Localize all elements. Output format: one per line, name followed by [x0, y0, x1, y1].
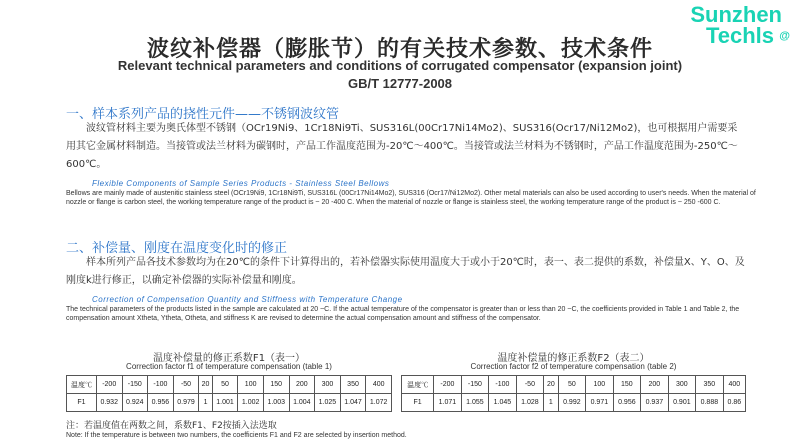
table2-temp-cell: -100 [489, 376, 517, 394]
table2-temp-cell: 150 [613, 376, 641, 394]
table2-value-row [402, 394, 746, 412]
logo-at-symbol: @ [779, 30, 790, 42]
table1-caption-cn: 温度补偿量的修正系数F1（表一） [152, 353, 306, 364]
table1-value-cell: 1.002 [238, 394, 264, 412]
table2-value-cell: 0.992 [558, 394, 586, 412]
section2-heading: 二、补偿量、刚度在温度变化时的修正 [66, 241, 288, 256]
table2-value-cell: 1.055 [461, 394, 489, 412]
table1-temp-cell: -50 [173, 376, 199, 394]
table2-value-cell: 1 [544, 394, 558, 412]
table1-value-cell: 1.004 [289, 394, 315, 412]
table1-temp-cell: 100 [238, 376, 264, 394]
table1-temp-cell: 350 [340, 376, 366, 394]
table2-value-cell: 0.901 [668, 394, 696, 412]
table1-value-cell: 1.025 [315, 394, 341, 412]
table2-value-cell: 0.86 [723, 394, 745, 412]
table1-caption-en: Correction factor f1 of temperature compensation (table 1) [126, 362, 332, 371]
table1-temp-cell: 400 [366, 376, 392, 394]
page-title-en: Relevant technical parameters and conditions of corrugated compensator (expansion joint) [117, 58, 683, 73]
table1-value-cell: 0.956 [148, 394, 174, 412]
table1-temp-cell: 150 [263, 376, 289, 394]
table2-header-label: 温度℃ [402, 376, 434, 394]
table1-value-cell: 1.072 [366, 394, 392, 412]
table1-value-cell: 0.924 [122, 394, 148, 412]
table1-value-cell: 1.003 [263, 394, 289, 412]
table2-header-row [402, 376, 746, 394]
note-cn: 注：若温度值在两数之间，系数F1、F2按插入法选取 [66, 421, 277, 431]
section2-body-en: The technical parameters of the products listed in the sample are calculated at 20 ~C. If the actual temperature of the compensator is greater than or less than 20 ~C, the coefficients provided in Table 1 and Table 2, the compensation amount Xtheta, Ytheta, Otheta, and stiffness K are revised to determine the actual compensation amount and stiffness of the compensator. [66, 306, 740, 322]
table2-value-cell: 0.971 [586, 394, 614, 412]
table1-value-row [67, 394, 392, 412]
table1-temp-cell: -150 [122, 376, 148, 394]
section1-body-en: Bellows are mainly made of austenitic stainless steel (OCr19Ni9, 1Cr18Ni9Ti, SUS316L (00Cr17Ni14Mo2), SUS316 (Ocr17/Ni12Mo2). Other metal materials can also be used according to user's needs. When the material of nozzle or flange is carbon steel, the working temperature range of the product is ~ 20 -400 C. When the material of nozzle or flange is stainless steel, the working temperature range of the product is ~ 250 -600 C. [66, 190, 756, 206]
table1-row-label: F1 [67, 394, 97, 412]
table2-temp-cell: 20 [544, 376, 558, 394]
section1-subheading-en: Flexible Components of Sample Series Products - Stainless Steel Bellows [92, 179, 390, 188]
table2-temp-cell: 350 [696, 376, 724, 394]
table2-temp-cell: 400 [723, 376, 745, 394]
table1-value-cell: 0.979 [173, 394, 199, 412]
section1-body-cn: 波纹管材料主要为奥氏体型不锈钢（OCr19Ni9、1Cr18Ni9Ti、SUS316L(00Cr17Ni14Mo2)、SUS316(Ocr17/Ni12Mo2)，也可根据用户需要采用其它金属材料制造。当接管或法兰材料为碳钢时，产品工作温度范围为-20℃～400℃。当接管或法兰材料为不锈钢时，产品工作温度范围为-250℃～600℃。 [66, 123, 738, 170]
table1-value-cell: 0.932 [96, 394, 122, 412]
section1-heading: 一、样本系列产品的挠性元件——不锈钢波纹管 [66, 107, 340, 122]
page-title-cn: 波纹补偿器（膨胀节）的有关技术参数、技术条件 [146, 37, 653, 62]
table2-temp-cell: -50 [516, 376, 544, 394]
table2-temp-cell: 50 [558, 376, 586, 394]
table2-temp-cell: 200 [641, 376, 669, 394]
table2-caption-cn: 温度补偿量的修正系数F2（表二） [497, 353, 650, 364]
note-en: Note: If the temperature is between two numbers, the coefficients F1 and F2 are selected by insertion method. [66, 432, 407, 439]
correction-table-2 [401, 375, 746, 412]
table1-temp-cell: 300 [315, 376, 341, 394]
logo-text-line1: Sunzhen [690, 2, 782, 27]
table1-temp-cell: 50 [212, 376, 238, 394]
table1-temp-cell: -200 [96, 376, 122, 394]
correction-table-1 [66, 375, 392, 412]
table2-value-cell: 1.045 [489, 394, 517, 412]
table1-header-label: 温度℃ [67, 376, 97, 394]
table2-temp-cell: -150 [461, 376, 489, 394]
table2-caption-en: Correction factor f2 of temperature compensation (table 2) [470, 362, 677, 371]
table2-temp-cell: 300 [668, 376, 696, 394]
standard-number: GB/T 12777-2008 [347, 76, 453, 91]
table2-temp-cell: -200 [434, 376, 462, 394]
table2-value-cell: 0.888 [696, 394, 724, 412]
table2-row-label: F1 [402, 394, 434, 412]
table2-value-cell: 0.956 [613, 394, 641, 412]
table1-temp-cell: 20 [199, 376, 212, 394]
table1-value-cell: 1.001 [212, 394, 238, 412]
section2-body-cn: 样本所列产品各技术参数均为在20℃的条件下计算得出的，若补偿器实际使用温度大于或小于20℃时，表一、表二提供的系数，补偿量X、Y、O、及刚度k进行修正，以确定补偿器的实际补偿量和刚度。 [66, 257, 745, 286]
table1-temp-cell: 200 [289, 376, 315, 394]
table1-header-row [67, 376, 392, 394]
table2-value-cell: 1.071 [434, 394, 462, 412]
table2-value-cell: 1.028 [516, 394, 544, 412]
table2-temp-cell: 100 [586, 376, 614, 394]
table2-value-cell: 0.937 [641, 394, 669, 412]
table1-temp-cell: -100 [148, 376, 174, 394]
table1-value-cell: 1 [199, 394, 212, 412]
logo-text-line2: Techls [705, 23, 774, 48]
section2-subheading-en: Correction of Compensation Quantity and Stiffness with Temperature Change [92, 295, 403, 304]
table1-value-cell: 1.047 [340, 394, 366, 412]
